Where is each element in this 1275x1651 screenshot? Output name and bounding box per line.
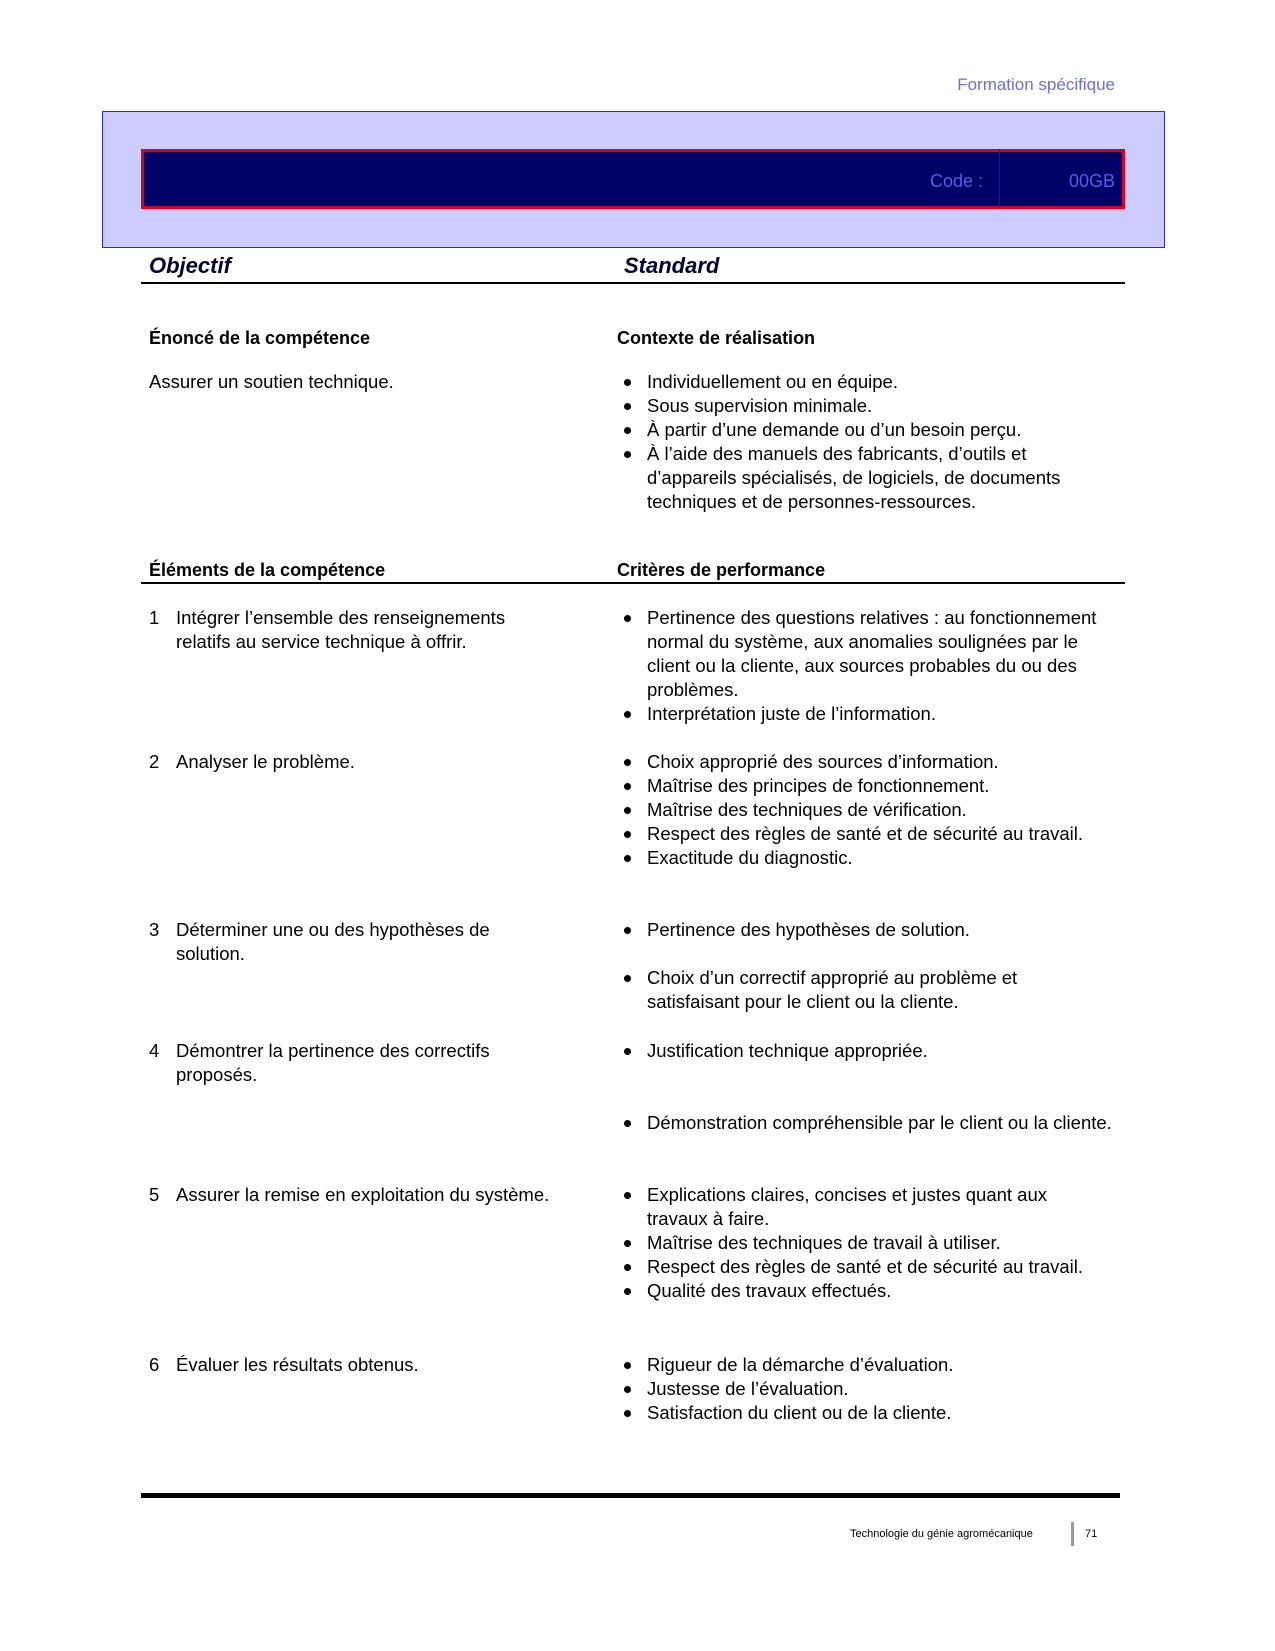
element-number: 3 xyxy=(149,919,160,940)
list-item: Justesse de l’évaluation. xyxy=(622,1377,1112,1401)
criteres-list-1 xyxy=(622,606,1112,726)
list-item: Individuellement ou en équipe. xyxy=(622,370,1112,394)
element-number: 4 xyxy=(149,1040,160,1061)
list-item: Explications claires, concises et justes quant aux travaux à faire. xyxy=(622,1183,1112,1231)
list-item: À l’aide des manuels des fabricants, d’outils et d’appareils spécialisés, de logiciels, de documents techniques et de personnes-ressources. xyxy=(622,442,1112,514)
list-item: Respect des règles de santé et de sécurité au travail. xyxy=(622,822,1112,846)
list-item: Satisfaction du client ou de la cliente. xyxy=(622,1401,1112,1425)
element-3 xyxy=(149,918,599,966)
objectif-title: Objectif xyxy=(149,253,231,278)
element-5 xyxy=(149,1183,599,1207)
criteres-list-4 xyxy=(622,1039,1112,1135)
element-text: Intégrer l’ensemble des renseignements relatifs au service technique à offrir. xyxy=(176,607,506,652)
formation-label: Formation spécifique xyxy=(957,75,1115,94)
enonce-heading: Énoncé de la compétence xyxy=(149,328,371,348)
list-item: Rigueur de la démarche d’évaluation. xyxy=(622,1353,1112,1377)
criteres-list-5 xyxy=(622,1183,1112,1303)
list-item: Justification technique appropriée. xyxy=(622,1039,1112,1063)
title-divider xyxy=(141,282,1125,284)
list-item: Démonstration compréhensible par le client ou la cliente. xyxy=(622,1111,1112,1135)
contexte-list xyxy=(622,370,1112,514)
list-item: Respect des règles de santé et de sécurité au travail. xyxy=(622,1255,1112,1279)
list-item: Pertinence des hypothèses de solution. xyxy=(622,918,1112,942)
footer-divider xyxy=(141,1493,1120,1498)
criteres-list-2 xyxy=(622,750,1112,870)
element-text: Déterminer une ou des hypothèses de solution. xyxy=(176,919,490,964)
element-6 xyxy=(149,1353,599,1377)
element-text: Assurer la remise en exploitation du système. xyxy=(176,1184,550,1205)
list-item: Maîtrise des principes de fonctionnement. xyxy=(622,774,1112,798)
element-number: 6 xyxy=(149,1354,160,1375)
criteres-list-6 xyxy=(622,1353,1112,1425)
criteres-heading: Critères de performance xyxy=(617,560,826,580)
page-number: 71 xyxy=(1085,1528,1098,1540)
list-item: Choix d’un correctif approprié au problème et satisfaisant pour le client ou la cliente. xyxy=(622,966,1112,1014)
code-label: Code : xyxy=(930,171,984,191)
criteres-list-3 xyxy=(622,918,1112,1014)
enonce-text: Assurer un soutien technique. xyxy=(149,371,394,392)
list-item: Pertinence des questions relatives : au fonctionnement normal du système, aux anomalies soulignées par le client ou la cliente, aux sources probables du ou des problèmes. xyxy=(622,606,1112,702)
element-text: Évaluer les résultats obtenus. xyxy=(176,1354,419,1375)
element-1 xyxy=(149,606,599,654)
element-number: 1 xyxy=(149,607,160,628)
contexte-heading: Contexte de réalisation xyxy=(617,328,816,348)
list-item: Exactitude du diagnostic. xyxy=(622,846,1112,870)
code-value: 00GB xyxy=(1068,171,1115,191)
footer-separator xyxy=(1071,1522,1074,1546)
list-item: À partir d’une demande ou d’un besoin perçu. xyxy=(622,418,1112,442)
element-2 xyxy=(149,750,599,774)
elements-divider xyxy=(141,582,1125,584)
list-item: Maîtrise des techniques de travail à utiliser. xyxy=(622,1231,1112,1255)
list-item: Choix approprié des sources d’information. xyxy=(622,750,1112,774)
list-item: Sous supervision minimale. xyxy=(622,394,1112,418)
elements-heading: Éléments de la compétence xyxy=(149,560,386,580)
code-separator xyxy=(999,149,1000,209)
list-item: Interprétation juste de l’information. xyxy=(622,702,1112,726)
list-item: Qualité des travaux effectués. xyxy=(622,1279,1112,1303)
list-item: Maîtrise des techniques de vérification. xyxy=(622,798,1112,822)
element-number: 5 xyxy=(149,1184,160,1205)
element-4 xyxy=(149,1039,599,1087)
element-text: Analyser le problème. xyxy=(176,751,355,772)
standard-title: Standard xyxy=(624,253,720,278)
footer-program: Technologie du génie agromécanique xyxy=(850,1528,1033,1540)
element-text: Démontrer la pertinence des correctifs proposés. xyxy=(176,1040,490,1085)
element-number: 2 xyxy=(149,751,160,772)
